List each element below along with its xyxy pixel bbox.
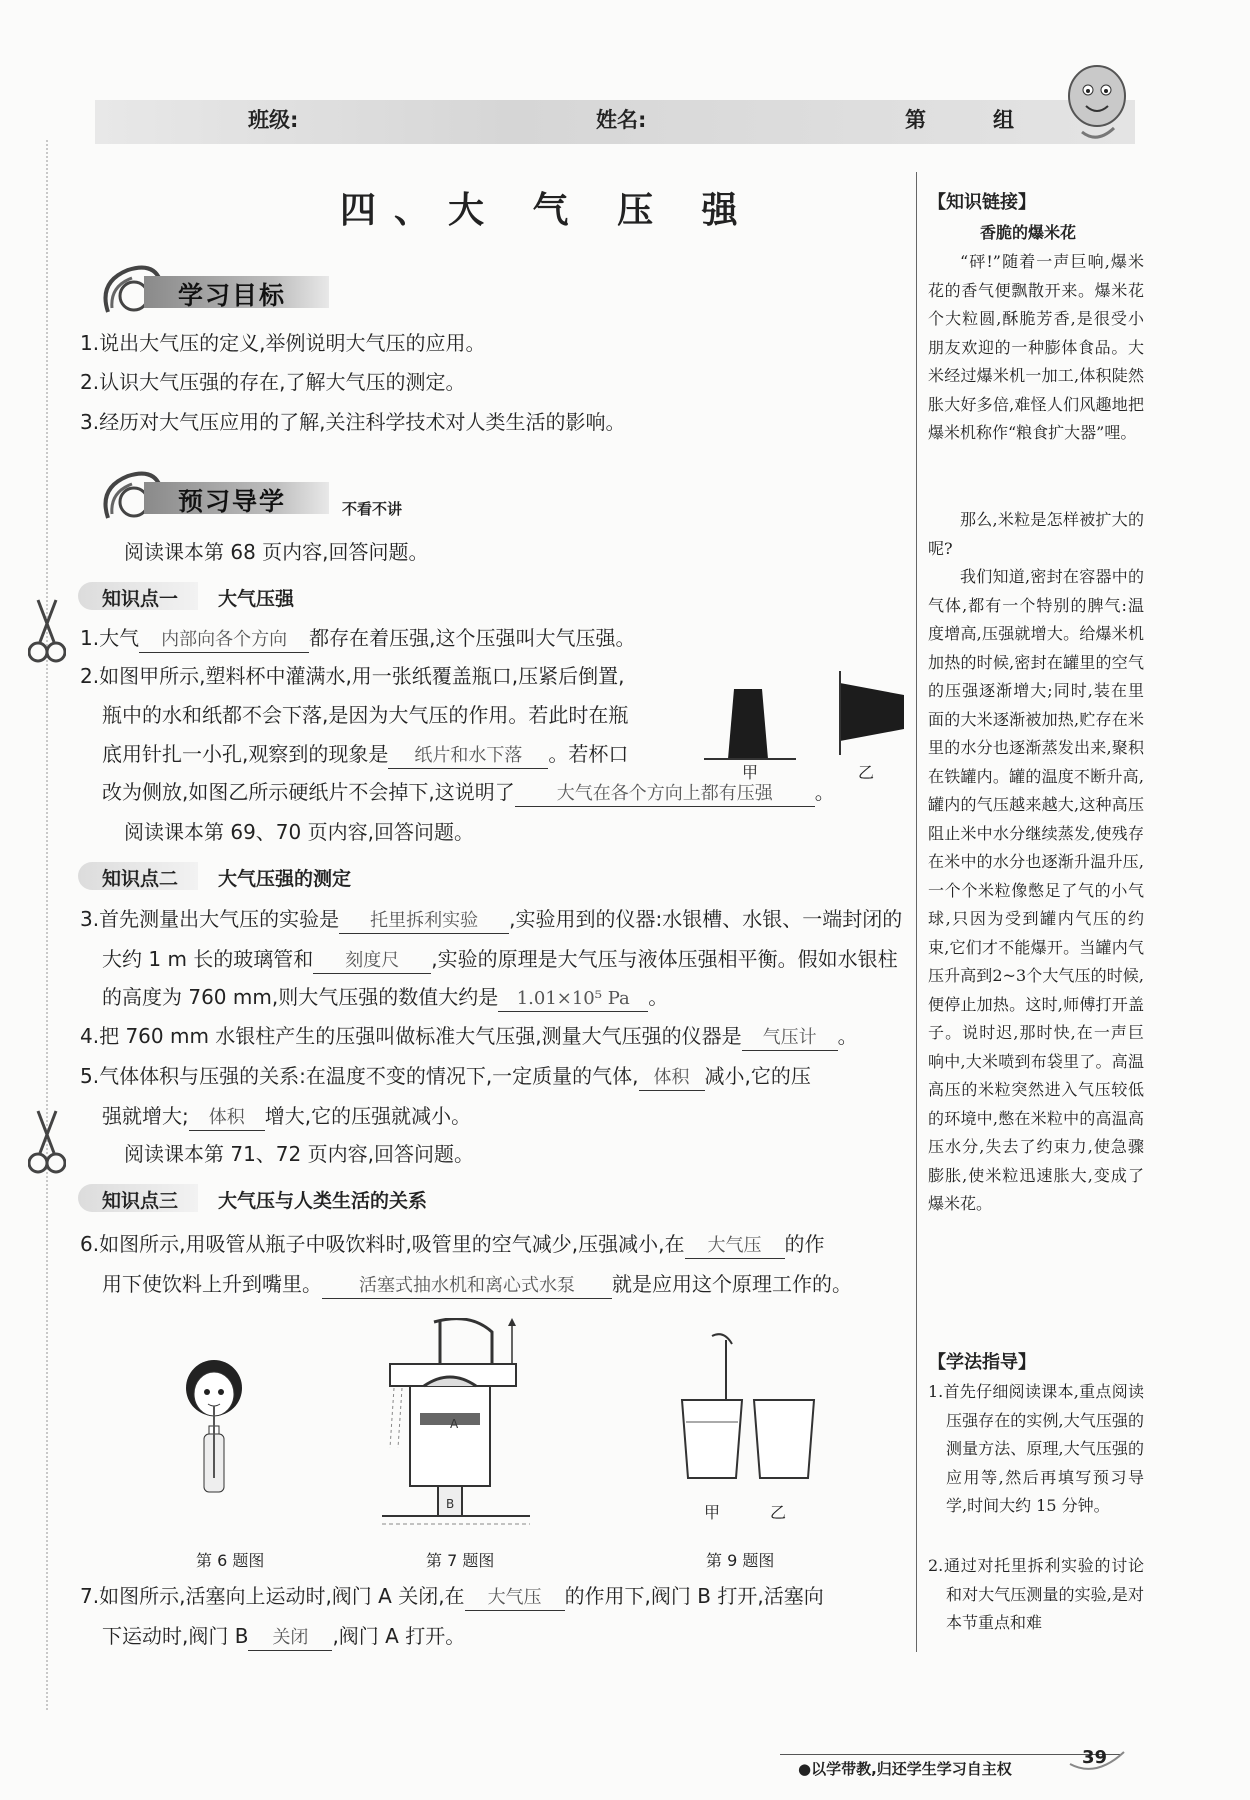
- story-paragraph-3: 我们知道,密封在容器中的气体,都有一个特别的脾气:温度增高,压强就增大。给爆米机加热的时候,密封在罐里的空气的压强逐渐增大;同时,装在里面的大米逐渐被加热,贮存在米里的水分也逐渐蒸发出来,聚积在铁罐内。罐的温度不断升高,罐内的气压越来越大,这种高压阻止米中水分继续蒸发,使残存在米中的水分也逐渐升温升压,一个个米粒像憋足了气的小气球,只因为受到罐内气压的约束,它们才不能爆开。当罐内气压升高到2~3个大气压的时候,便停止加热。这时,师傅打开盖子。说时迟,那时快,在一声巨响中,大米喷到布袋里了。高温高压的米粒突然进入气压较低的环境中,憋在米粒中的高温高压水分,失去了约束力,使急骤膨胀,使米粒迅速胀大,变成了爆米花。: [928, 567, 1144, 1213]
- group-label-right: 组: [993, 108, 1014, 132]
- kp-label: 知识点一: [102, 588, 179, 610]
- answer-blank: 气压计: [742, 1026, 838, 1051]
- preview-label: 预习导学: [178, 487, 287, 516]
- question-1: 1.大气 内部向各个方向 都存在着压强,这个压强叫大气压强。: [80, 626, 635, 653]
- question-6-line-1: 6.如图所示,用吸管从瓶子中吸饮料时,吸管里的空气减少,压强减小,在 大气压 的作: [80, 1232, 825, 1259]
- answer-blank: 托里拆利实验: [339, 909, 509, 934]
- question-5-line-1: 5.气体体积与压强的关系:在温度不变的情况下,一定质量的气体, 体积 减小,它的压: [80, 1064, 811, 1091]
- preview-banner: [98, 468, 403, 528]
- question-3-line-1: 3.首先测量出大气压的实验是 托里拆利实验 ,实验用到的仪器:水银槽、水银、一端封闭的: [80, 907, 902, 934]
- question-7-line-1: 7.如图所示,活塞向上运动时,阀门 A 关闭,在 大气压 的作用下,阀门 B 打开,活塞向: [80, 1584, 824, 1611]
- answer-blank: 大气在各个方向上都有压强: [515, 782, 815, 807]
- knowledge-link-title: 【知识链接】: [928, 192, 1036, 213]
- figure-9-jia-label: 甲: [704, 1503, 721, 1522]
- answer-blank: 1.01×10⁵ Pa: [498, 987, 648, 1012]
- sidebar-divider: [916, 172, 917, 1652]
- answer-blank: 体积: [189, 1106, 265, 1131]
- pump-valve-a-label: A: [450, 1417, 459, 1431]
- scissors-icon: [28, 596, 66, 666]
- question-7-line-2: 下运动时,阀门 B 关闭 ,阀门 A 打开。: [102, 1624, 465, 1651]
- question-5-line-2: 强就增大; 体积 增大,它的压强就减小。: [102, 1104, 471, 1131]
- question-2-line-1: 2.如图甲所示,塑料杯中灌满水,用一张纸覆盖瓶口,压紧后倒置,: [80, 664, 625, 688]
- pump-valve-b-label: B: [446, 1497, 455, 1511]
- figure-9-caption: 第 9 题图: [706, 1551, 775, 1570]
- girl-drinking-figure: [176, 1358, 252, 1498]
- question-2-line-4: 改为侧放,如图乙所示硬纸片不会掉下,这说明了 大气在各个方向上都有压强 。: [102, 780, 835, 807]
- group-label-left: 第: [905, 108, 926, 132]
- mascot-icon: [1062, 62, 1132, 147]
- story-paragraph-2: 那么,米粒是怎样被扩大的呢?: [928, 510, 1144, 558]
- goals-banner: [98, 262, 338, 322]
- kp-label: 知识点三: [102, 1190, 179, 1212]
- scissors-icon: [28, 1107, 66, 1177]
- class-label: 班级:: [248, 108, 299, 132]
- kp-title: 大气压与人类生活的关系: [218, 1190, 428, 1212]
- page-number: 39: [1082, 1747, 1108, 1768]
- figure-jia-label: 甲: [742, 763, 759, 782]
- question-4: 4.把 760 mm 水银柱产生的压强叫做标准大气压强,测量大气压强的仪器是 气压计 。: [80, 1024, 858, 1051]
- answer-blank: 纸片和水下落: [388, 744, 548, 769]
- figure-6-caption: 第 6 题图: [196, 1551, 265, 1570]
- story-paragraph-1: “砰!”随着一声巨响,爆米花的香气便飘散开来。爆米花个大粒圆,酥脆芳香,是很受小朋友欢迎的一种膨体食品。大米经过爆米机一加工,体积陡然胀大好多倍,难怪人们风趣地把爆米机称作“粮食扩大器”哩。: [928, 252, 1144, 442]
- reading-instruction-2: 阅读课本第 69、70 页内容,回答问题。: [124, 820, 474, 844]
- answer-blank: 体积: [639, 1066, 705, 1091]
- kp-label: 知识点二: [102, 868, 179, 890]
- story-title: 香脆的爆米花: [980, 223, 1077, 242]
- figure-yi-label: 乙: [858, 763, 875, 782]
- goal-item-3: 3.经历对大气压应用的了解,关注科学技术对人类生活的影响。: [80, 410, 626, 434]
- study-method-title: 【学法指导】: [928, 1352, 1036, 1373]
- goal-item-1: 1.说出大气压的定义,举例说明大气压的应用。: [80, 331, 486, 355]
- footer-slogan: ●以学带教,归还学生学习自主权: [798, 1760, 1012, 1778]
- reading-instruction-3: 阅读课本第 71、72 页内容,回答问题。: [124, 1142, 474, 1166]
- question-6-line-2: 用下使饮料上升到嘴里。 活塞式抽水机和离心式水泵 就是应用这个原理工作的。: [102, 1272, 852, 1299]
- piston-pump-figure: [380, 1318, 530, 1530]
- preview-note: 不看不讲: [342, 500, 403, 518]
- answer-blank: 刻度尺: [313, 949, 431, 974]
- kp-title: 大气压强: [218, 588, 295, 610]
- question-3-line-2: 大约 1 m 长的玻璃管和 刻度尺 ,实验的原理是大气压与液体压强相平衡。假如水银柱: [102, 947, 898, 974]
- goals-label: 学习目标: [178, 281, 287, 310]
- answer-blank: 活塞式抽水机和离心式水泵: [322, 1274, 612, 1299]
- name-label: 姓名:: [596, 108, 647, 132]
- question-3-line-3: 的高度为 760 mm,则大气压强的数值大约是 1.01×10⁵ Pa 。: [102, 985, 668, 1012]
- figure-7-caption: 第 7 题图: [426, 1551, 495, 1570]
- answer-blank: 大气压: [685, 1234, 785, 1259]
- figure-9-yi-label: 乙: [770, 1503, 787, 1522]
- answer-blank: 大气压: [465, 1586, 565, 1611]
- cup-figure: [700, 665, 910, 775]
- answer-blank: 关闭: [248, 1626, 332, 1651]
- reading-instruction-1: 阅读课本第 68 页内容,回答问题。: [124, 540, 429, 564]
- question-2-line-2: 瓶中的水和纸都不会下落,是因为大气压的作用。若此时在瓶: [102, 703, 629, 727]
- study-method-item-2: 2.通过对托里拆利实验的讨论和对大气压测量的实验,是对本节重点和难: [928, 1556, 1144, 1632]
- binding-dotted-line: [46, 140, 48, 1710]
- answer-blank: 内部向各个方向: [139, 628, 309, 653]
- question-2-line-3: 底用针扎一小孔,观察到的现象是 纸片和水下落 。若杯口: [102, 742, 628, 769]
- goal-item-2: 2.认识大气压强的存在,了解大气压的测定。: [80, 370, 466, 394]
- page-title: 四、大 气 压 强: [340, 190, 756, 231]
- study-method-item-1: 1.首先仔细阅读课本,重点阅读压强存在的实例,大气压强的测量方法、原理,大气压强的应用等,然后再填写预习导学,时间大约 15 分钟。: [928, 1382, 1144, 1515]
- kp-title: 大气压强的测定: [218, 868, 352, 890]
- two-cups-figure: [678, 1330, 828, 1480]
